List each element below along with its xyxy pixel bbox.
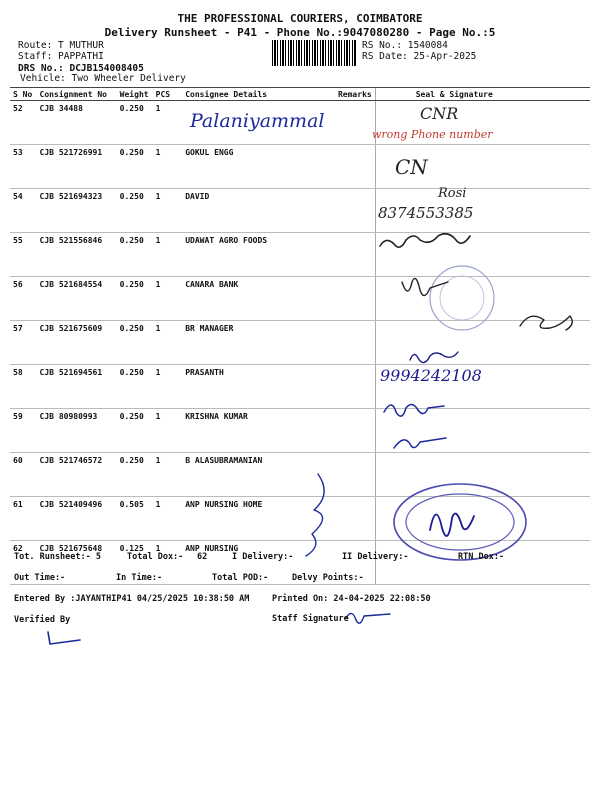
tot-runsheet: Tot. Runsheet:- 5 [14,552,101,562]
row-sno: 57 [10,321,37,365]
row-consignment-no: CJB 521684554 [37,277,117,321]
total-pod-label: Total POD:- [212,573,269,583]
company-title: THE PROFESSIONAL COURIERS, COIMBATORE [177,12,423,25]
runsheet-subtitle: Delivery Runsheet - P41 - Phone No.:9047080280 - Page No.:5 [104,26,496,39]
row-sno: 52 [10,101,37,145]
signature-mark [410,352,458,363]
rtn-dox-label: RTN Dox:- [458,552,505,562]
row-consignee: ANP NURSING [182,541,335,585]
row-weight: 0.250 [117,321,153,365]
total-dox-value: 62 [197,552,208,562]
row-pcs: 1 [153,233,183,277]
row-weight: 0.250 [117,101,153,145]
row-sno: 60 [10,453,37,497]
row-consignment-no: CJB 521675648 [37,541,117,585]
row-consignment-no: CJB 521726991 [37,145,117,189]
signature-mark [520,316,572,330]
row-pcs: 1 [153,541,183,585]
row-consignee: B ALASUBRAMANIAN [182,453,335,497]
handwritten-signature: CNR [420,104,459,123]
row-weight: 0.505 [117,497,153,541]
col-consignment: Consignment No [37,88,117,101]
col-sno: S No [10,88,37,101]
row-consignee: BR MANAGER [182,321,335,365]
entered-by: Entered By :JAYANTHIP41 04/25/2025 10:38:50 AM [14,594,250,604]
signature-mark [402,278,448,295]
handwritten-phone: 9994242108 [380,366,482,385]
vehicle-label: Vehicle: Two Wheeler Delivery [20,73,186,84]
row-pcs: 1 [153,277,183,321]
row-consignee: UDAWAT AGRO FOODS [182,233,335,277]
row-pcs: 1 [153,453,183,497]
route-label: Route: T MUTHUR [18,40,104,51]
rs-date-label: RS Date: 25-Apr-2025 [362,51,477,62]
total-dox-label: Total Dox:- [127,552,184,562]
row-sno: 62 [10,541,37,585]
row-pcs: 1 [153,101,183,145]
row-pcs: 1 [153,321,183,365]
row-weight: 0.250 [117,233,153,277]
col-remarks: Remarks [335,88,375,101]
row-sno: 53 [10,145,37,189]
col-consignee: Consignee Details [182,88,335,101]
row-consignee: PRASANTH [182,365,335,409]
row-sno: 59 [10,409,37,453]
verified-signature-mark [48,632,80,644]
delvy-points-label: Delvy Points:- [292,573,364,583]
col-weight: Weight [117,88,153,101]
row-weight: 0.250 [117,189,153,233]
col-pcs: PCS [153,88,183,101]
row-consignment-no: CJB 80980993 [37,409,117,453]
rs-no-label: RS No.: 1540084 [362,40,448,51]
row-sno: 56 [10,277,37,321]
row-sno: 61 [10,497,37,541]
row-pcs: 1 [153,409,183,453]
handwritten-name: Palaniyammal [190,110,325,132]
row-weight: 0.250 [117,145,153,189]
staff-signature-mark [346,613,390,623]
row-consignment-no: CJB 521556846 [37,233,117,277]
row-pcs: 1 [153,189,183,233]
row-consignee: DAVID [182,189,335,233]
verified-by-label: Verified By [14,615,71,625]
row-consignee: KRISHNA KUMAR [182,409,335,453]
signature-mark [380,234,470,247]
row-consignment-no: CJB 34488 [37,101,117,145]
signature-mark [394,438,446,448]
signature-mark [384,404,444,416]
drs-label: DRS No.: DCJB154008405 [18,63,144,74]
row-weight: 0.250 [117,453,153,497]
col-seal-signature: Seal & Signature [375,88,590,101]
handwritten-signature: Rosi [438,186,467,201]
staff-signature-label: Staff Signature [272,614,349,624]
row-consignment-no: CJB 521694323 [37,189,117,233]
row-consignee: ANP NURSING HOME [182,497,335,541]
row-weight: 0.125 [117,541,153,585]
row-sno: 55 [10,233,37,277]
ii-delivery-label: II Delivery:- [342,552,409,562]
row-consignment-no: CJB 521746572 [37,453,117,497]
handwritten-phone: 8374553385 [378,204,474,222]
in-time-label: In Time:- [116,573,163,583]
row-pcs: 1 [153,365,183,409]
row-consignment-no: CJB 521694561 [37,365,117,409]
row-pcs: 1 [153,497,183,541]
row-sno: 58 [10,365,37,409]
handwritten-signature: CN [395,155,428,179]
row-weight: 0.250 [117,277,153,321]
row-weight: 0.250 [117,409,153,453]
i-delivery-label: I Delivery:- [232,552,294,562]
row-consignee: GOKUL ENGG [182,145,335,189]
row-consignment-no: CJB 521675609 [37,321,117,365]
out-time-label: Out Time:- [14,573,66,583]
row-consignment-no: CJB 521409496 [37,497,117,541]
signature-mark [306,474,324,556]
staff-label: Staff: PAPPATHI [18,51,104,62]
row-weight: 0.250 [117,365,153,409]
row-sno: 54 [10,189,37,233]
handwritten-remark: wrong Phone number [372,128,493,141]
row-pcs: 1 [153,145,183,189]
printed-on: Printed On: 24-04-2025 22:08:50 [272,594,431,604]
signature-mark [430,514,474,537]
row-consignee: CANARA BANK [182,277,335,321]
